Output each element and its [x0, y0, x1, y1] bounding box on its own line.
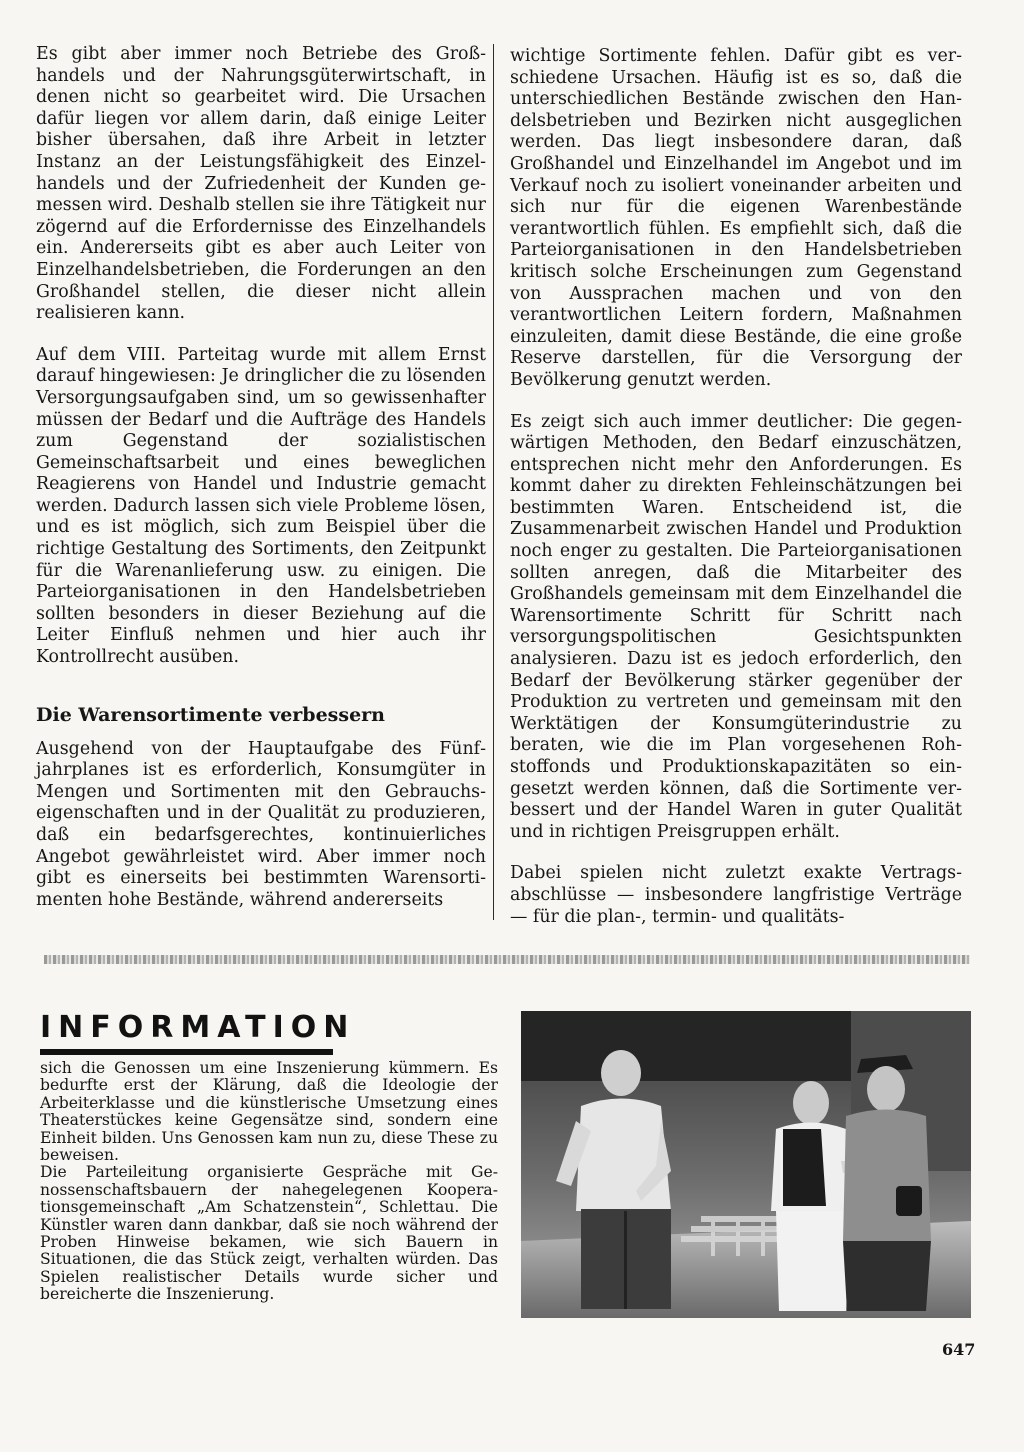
- information-title: INFORMATION: [40, 1010, 356, 1045]
- column-divider: [493, 44, 494, 920]
- paragraph: Es gibt aber immer noch Betriebe des Großhandels und der Nahrungsgüterwirtschaft, in denen nicht so gearbeitet wird. Die Ursachen dafür liegen vor allem darin, daß einige Leiter bisher übersahen, daß ihre Arbeit in letzter Instanz an der Leistungsfähigkeit des Einzelhandels und der Zufriedenheit der Kunden gemessen wird. Deshalb stellen sie ihre Tätigkeit nur zögernd auf die Erfordernisse des Einzelhandels ein. Andererseits gibt es aber auch Leiter von Einzelhandelsbetrieben, die Forderungen an den Großhandel stellen, die dieser nicht allein realisieren kann.: [36, 44, 486, 324]
- theater-scene-image: [521, 1011, 971, 1318]
- paragraph: Dabei spielen nicht zuletzt exakte Vertragsabschlüsse — insbesondere langfristige Verträge — für die plan-, termin- und qualitäts-: [510, 863, 962, 927]
- paragraph: Es zeigt sich auch immer deutlicher: Die gegenwärtigen Methoden, den Bedarf einzuschätzen, entsprechen nicht mehr den Anforderungen. Es kommt daher zu direkten Fehleinschätzungen bei bestimmten Waren. Entscheidend ist, die Zusammenarbeit zwischen Handel und Produktion noch enger zu gestalten. Die Parteiorganisationen sollten anregen, daß die Mitarbeiter des Großhandels gemeinsam mit dem Einzelhandel die Warensortimente Schritt für Schritt nach versorgungspolitischen Gesichtspunkten analysieren. Dazu ist es jedoch erforderlich, den Bedarf der Bevölkerung stärker gegenüber der Produktion zu vertreten und gemeinsam mit den Werktätigen der Konsumgüterindustrie zu beraten, wie die im Plan vorgesehenen Rohstoffonds und Produktionskapazitäten so eingesetzt werden können, daß die Sortimente verbessert und der Handel Waren in guter Qualität und in richtigen Preisgruppen erhält.: [510, 411, 962, 842]
- paragraph: Auf dem VIII. Parteitag wurde mit allem Ernst darauf hingewiesen: Je dringlicher die zu lösenden Versorgungsaufgaben sind, um so gewissenhafter müssen der Bedarf und die Aufträge des Handels zum Gegenstand der sozialistischen Gemeinschaftsarbeit und eines beweglichen Reagierens von Handel und Industrie gemacht werden. Dadurch lassen sich viele Probleme lösen, und es ist möglich, sich zum Beispiel über die richtige Gestaltung des Sortiments, den Zeitpunkt für die Warenanlieferung usw. zu einigen. Die Parteiorganisationen in den Handelsbetrieben sollten besonders in dieser Beziehung auf die Leiter Einfluß nehmen und hier auch ihr Kontrollrecht ausüben.: [36, 344, 486, 668]
- paragraph: wichtige Sortimente fehlen. Dafür gibt es verschiedene Ursachen. Häufig ist es so, daß die unterschiedlichen Bestände zwischen den Handelsbetrieben und Bezirken nicht ausgeglichen werden. Das liegt insbesondere daran, daß Großhandel und Einzelhandel im Angebot und im Verkauf noch zu isoliert voneinander arbeiten und sich nur für die eigenen Warenbestände verantwortlich fühlen. Es empfiehlt sich, daß die Parteiorganisationen in den Handelsbetrieben kritisch solche Erscheinungen zum Gegenstand von Aussprachen machen und von den verantwortlichen Leitern fordern, Maßnahmen einzuleiten, damit diese Bestände, die eine große Reserve darstellen, für die Versorgung der Bevölkerung genutzt werden.: [510, 46, 962, 390]
- theater-photo: [521, 1011, 971, 1318]
- section-heading: Die Warensortimente verbessern: [36, 703, 385, 726]
- page-number: 647: [942, 1340, 976, 1359]
- paragraph: sich die Genossen um eine Inszenierung kümmern. Es bedurfte erst der Klärung, daß die Ideologie der Arbeiterklasse und die künstlerische Umsetzung eines Theaterstückes keine Gegensätze sind, sondern eine Einheit bilden. Uns Genossen kam nun zu, diese These zu beweisen.: [40, 1059, 498, 1165]
- right-column: [510, 46, 962, 948]
- information-title-underline: [40, 1049, 333, 1055]
- left-column: [36, 44, 486, 931]
- information-text: [40, 1060, 498, 1304]
- paragraph: Ausgehend von der Hauptaufgabe des Fünfjahrplanes ist es erforderlich, Konsumgüter in Mengen und Sortimenten mit den Gebrauchseigenschaften und in der Qualität zu produzieren, daß ein bedarfsgerechtes, kontinuierliches Angebot gewährleistet wird. Aber immer noch gibt es einerseits bei bestimmten Warensortimenten hohe Bestände, während andererseits: [36, 738, 486, 910]
- paragraph: Die Parteileitung organisierte Gespräche mit Genossenschaftsbauern der nahegelegenen Kooperationsgemeinschaft „Am Schatzenstein“, Schlettau. Die Künstler waren dann dankbar, daß sie noch während der Proben Hinweise bekamen, wie sich Bauern in Situationen, die das Stück zeigt, verhalten würden. Das Spielen realistischer Details wurde sicher und bereicherte die Inszenierung.: [40, 1163, 498, 1304]
- section-divider: [44, 955, 970, 964]
